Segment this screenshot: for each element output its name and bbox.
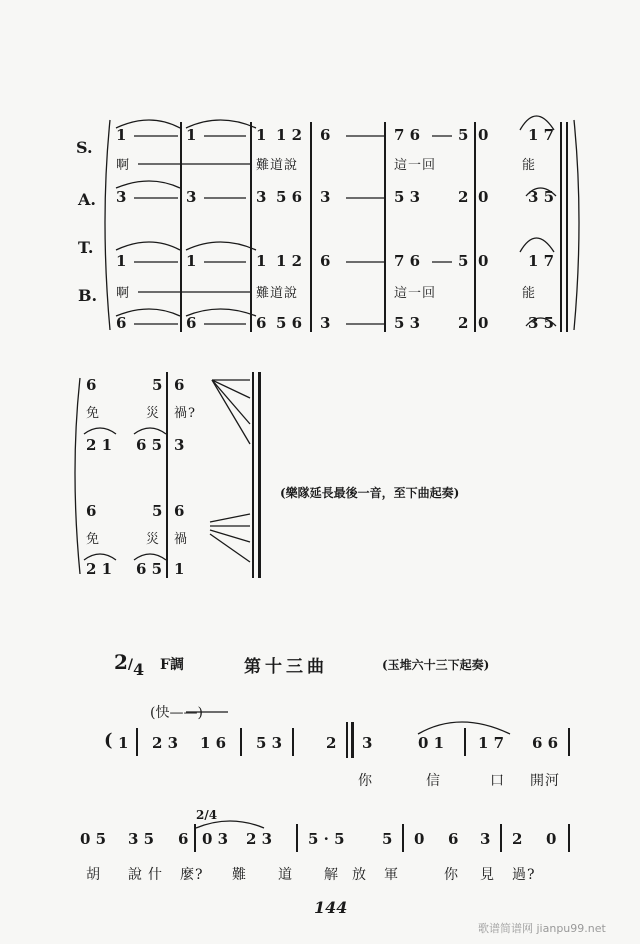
note-a-5: 3	[320, 188, 331, 206]
final-barline-thick	[258, 372, 261, 578]
note-b-9: 3 5	[528, 314, 555, 332]
l2-note-4: 0 3	[202, 830, 229, 848]
note-t-9: 1 7	[528, 252, 555, 270]
voice-label-b: B.	[78, 286, 98, 305]
l2-note-6: 5 · 5	[308, 830, 345, 848]
barline	[568, 824, 570, 852]
lyric-s-2: 難道說	[256, 158, 299, 173]
mid-lower-low-1: 2 1	[86, 560, 113, 578]
section-subtitle: (玉堆六十三下起奏)	[382, 658, 490, 672]
l2-note-5: 2 3	[246, 830, 273, 848]
l1-note-7: 0 1	[418, 734, 445, 752]
note-t-8: 0	[478, 252, 489, 270]
mid-upper-note-3: 6	[174, 376, 185, 394]
barline	[500, 824, 502, 852]
note-a-4: 5 6	[276, 188, 303, 206]
mid-upper-low-1: 2 1	[86, 436, 113, 454]
note-s-6: 7 6	[394, 126, 421, 144]
lyric-s-3: 這一回	[394, 158, 437, 173]
barline	[136, 728, 138, 756]
mid-upper-note-1: 6	[86, 376, 97, 394]
mid-lower-note-2: 5	[152, 502, 163, 520]
note-b-4: 5 6	[276, 314, 303, 332]
mid-upper-low-3: 3	[174, 436, 185, 454]
l2-note-12: 0	[546, 830, 557, 848]
l1-lyric-1: 你	[358, 773, 373, 789]
l2-lyric-9: 軍	[384, 867, 399, 883]
l1-note-4: 5 3	[256, 734, 283, 752]
note-t-7: 5	[458, 252, 469, 270]
note-b-7: 2	[458, 314, 469, 332]
mid-lower-low-2: 6 5	[136, 560, 163, 578]
barline	[296, 824, 298, 852]
l2-lyric-4: 麼?	[180, 867, 204, 883]
note-s-3: 1	[256, 126, 267, 144]
mid-upper-lyric-2: 災	[146, 406, 161, 421]
barline	[240, 728, 242, 756]
key-label: F調	[160, 657, 184, 673]
l1-note-6: 3	[362, 734, 373, 752]
l1-lyric-3: 口	[490, 773, 505, 789]
note-b-2: 6	[186, 314, 197, 332]
note-s-8: 0	[478, 126, 489, 144]
mid-upper-low-2: 6 5	[136, 436, 163, 454]
l2-lyric-10: 你	[444, 867, 459, 883]
voice-label-t: T.	[78, 238, 94, 257]
lyric-b-4: 能	[522, 286, 537, 301]
tempo-marking: (快——)	[150, 705, 203, 721]
l2-lyric-2: 說	[128, 867, 143, 883]
note-t-2: 1	[186, 252, 197, 270]
l2-note-11: 2	[512, 830, 523, 848]
barline	[474, 122, 476, 332]
section-title: 第十三曲	[244, 657, 328, 677]
note-a-3: 3	[256, 188, 267, 206]
l2-lyric-7: 解	[324, 867, 339, 883]
mid-lower-lyric-1: 免	[86, 532, 101, 547]
page-number: 144	[314, 898, 348, 917]
time-signature: $2/_4$	[114, 650, 145, 679]
barline	[194, 824, 196, 852]
note-t-4: 1 2	[276, 252, 303, 270]
lyric-b-2: 難道說	[256, 286, 299, 301]
note-b-1: 6	[116, 314, 127, 332]
mid-lower-note-3: 6	[174, 502, 185, 520]
l2-lyric-3: 什	[148, 867, 163, 883]
l1-note-8: 1 7	[478, 734, 505, 752]
note-s-9: 1 7	[528, 126, 555, 144]
note-a-9: 3 5	[528, 188, 555, 206]
barline	[464, 728, 466, 756]
note-t-3: 1	[256, 252, 267, 270]
mid-lower-lyric-2: 災	[146, 532, 161, 547]
l1-note-5: 2	[326, 734, 337, 752]
note-t-6: 7 6	[394, 252, 421, 270]
l2-lyric-12: 過?	[512, 867, 536, 883]
l1-open-paren: (	[104, 730, 113, 751]
l2-lyric-8: 放	[352, 867, 367, 883]
l2-lyric-11: 見	[480, 867, 495, 883]
mid-lower-lyric-3: 禍	[174, 532, 189, 547]
l2-note-9: 6	[448, 830, 459, 848]
l2-note-2: 3 5	[128, 830, 155, 848]
final-barline	[566, 122, 568, 332]
note-a-8: 0	[478, 188, 489, 206]
barline	[384, 122, 386, 332]
mid-upper-lyric-1: 免	[86, 406, 101, 421]
l1-lyric-4: 開河	[530, 773, 560, 789]
note-s-4: 1 2	[276, 126, 303, 144]
barline	[560, 122, 562, 332]
note-t-1: 1	[116, 252, 127, 270]
note-a-1: 3	[116, 188, 127, 206]
barline	[180, 122, 182, 332]
lyric-b-1: 啊	[116, 286, 131, 301]
mid-lower-note-1: 6	[86, 502, 97, 520]
double-barline-thick	[351, 722, 354, 758]
mid-upper-note-2: 5	[152, 376, 163, 394]
time-denominator: 4	[133, 660, 145, 679]
l2-lyric-6: 道	[278, 867, 293, 883]
mid-lower-low-3: 1	[174, 560, 185, 578]
barline	[166, 372, 168, 578]
note-a-6: 5 3	[394, 188, 421, 206]
l2-note-10: 3	[480, 830, 491, 848]
l2-lyric-1: 胡	[86, 867, 101, 883]
barline	[402, 824, 404, 852]
l2-note-3: 6	[178, 830, 189, 848]
mid-upper-lyric-3: 禍?	[174, 406, 196, 421]
l1-note-2: 2 3	[152, 734, 179, 752]
voice-label-s: S.	[76, 138, 93, 157]
note-t-5: 6	[320, 252, 331, 270]
l2-lyric-5: 難	[232, 867, 247, 883]
orchestra-note: (樂隊延長最後一音，至下曲起奏)	[280, 486, 460, 500]
final-barline	[252, 372, 254, 578]
l1-note-3: 1 6	[200, 734, 227, 752]
barline	[310, 122, 312, 332]
note-s-5: 6	[320, 126, 331, 144]
lyric-s-1: 啊	[116, 158, 131, 173]
barline	[292, 728, 294, 756]
note-b-8: 0	[478, 314, 489, 332]
note-b-5: 3	[320, 314, 331, 332]
l1-note-1: 1	[118, 734, 129, 752]
time-numerator: 2	[114, 650, 128, 674]
note-a-2: 3	[186, 188, 197, 206]
note-s-2: 1	[186, 126, 197, 144]
note-s-7: 5	[458, 126, 469, 144]
lyric-s-4: 能	[522, 158, 537, 173]
l2-note-8: 0	[414, 830, 425, 848]
watermark: 歌谱简谱网 jianpu99.net	[478, 922, 606, 935]
l1-note-9: 6 6	[532, 734, 559, 752]
lyric-b-3: 這一回	[394, 286, 437, 301]
l2-note-1: 0 5	[80, 830, 107, 848]
note-s-1: 1	[116, 126, 127, 144]
note-b-3: 6	[256, 314, 267, 332]
l2-note-7: 5	[382, 830, 393, 848]
note-a-7: 2	[458, 188, 469, 206]
l1-lyric-2: 信	[426, 773, 441, 789]
l2-time-signature: 2/4	[196, 808, 218, 822]
barline	[568, 728, 570, 756]
note-b-6: 5 3	[394, 314, 421, 332]
barline	[250, 122, 252, 332]
double-barline	[346, 722, 348, 758]
voice-label-a: A.	[78, 190, 96, 209]
